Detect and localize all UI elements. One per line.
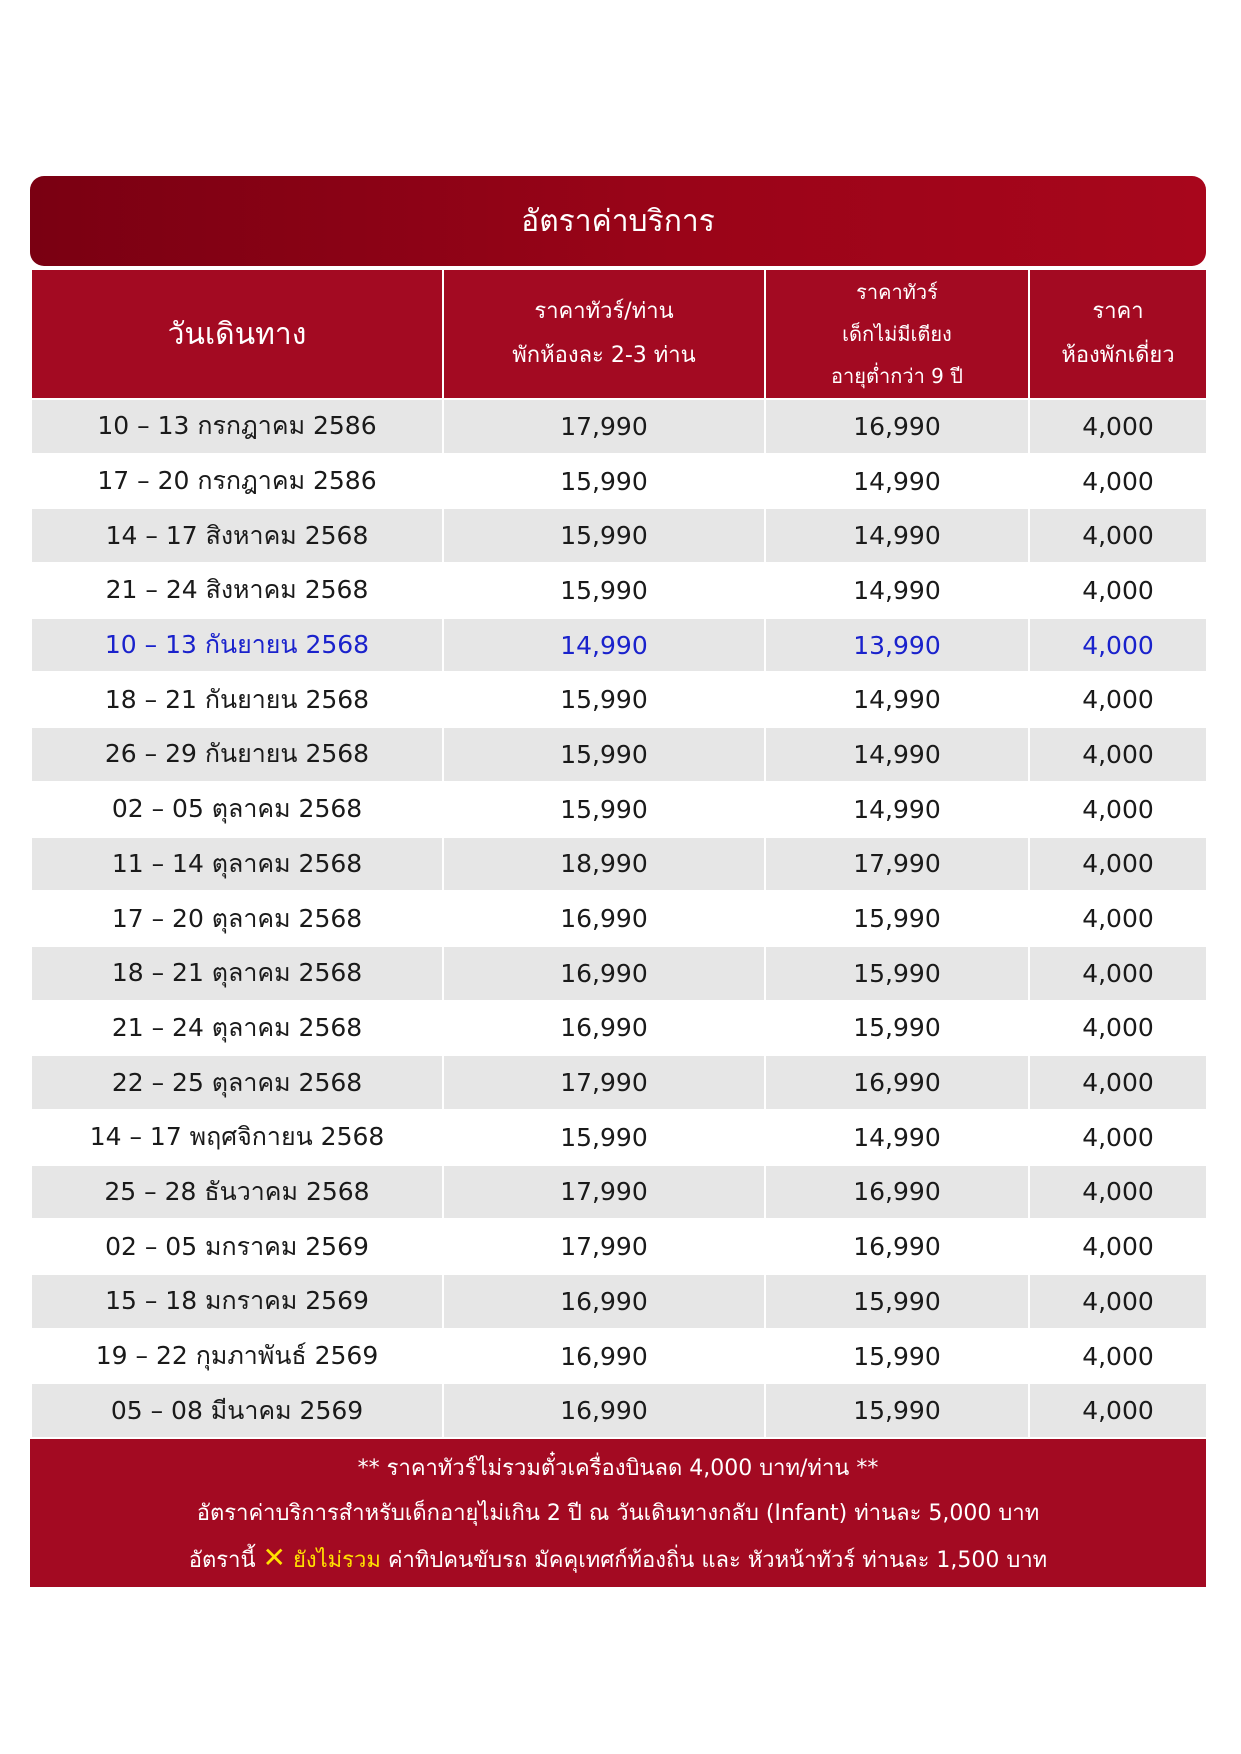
note-tips xyxy=(189,1541,1047,1577)
header-row xyxy=(31,269,1207,399)
cell-child: 17,990 xyxy=(765,837,1029,892)
cell-date: 14 – 17 พฤศจิกายน 2568 xyxy=(31,1110,443,1165)
cell-child: 15,990 xyxy=(765,891,1029,946)
table-row xyxy=(31,946,1207,1001)
cell-adult: 15,990 xyxy=(443,672,765,727)
header-adult-line1: ราคาทัวร์/ท่าน xyxy=(534,299,674,324)
cell-adult: 14,990 xyxy=(443,618,765,673)
note-infant: อัตราค่าบริการสำหรับเด็กอายุไม่เกิน 2 ปี ณ วันเดินทางกลับ (Infant) ท่านละ 5,000 บาท xyxy=(196,1501,1040,1527)
table-row xyxy=(31,1165,1207,1220)
cell-date: 18 – 21 กันยายน 2568 xyxy=(31,672,443,727)
x-mark-icon: ✕ xyxy=(262,1540,286,1574)
table-row xyxy=(31,563,1207,618)
table-row xyxy=(31,1383,1207,1438)
cell-date: 11 – 14 ตุลาคม 2568 xyxy=(31,837,443,892)
cell-adult: 15,990 xyxy=(443,508,765,563)
cell-date: 02 – 05 มกราคม 2569 xyxy=(31,1219,443,1274)
cell-single: 4,000 xyxy=(1029,727,1207,782)
cell-single: 4,000 xyxy=(1029,891,1207,946)
header-child-line3: อายุต่ำกว่า 9 ปี xyxy=(831,364,963,388)
cell-child: 14,990 xyxy=(765,563,1029,618)
cell-single: 4,000 xyxy=(1029,1165,1207,1220)
cell-child: 14,990 xyxy=(765,508,1029,563)
table-row xyxy=(31,1219,1207,1274)
cell-adult: 15,990 xyxy=(443,727,765,782)
table-row xyxy=(31,837,1207,892)
cell-date: 19 – 22 กุมภาพันธ์ 2569 xyxy=(31,1329,443,1384)
table-row xyxy=(31,1274,1207,1329)
cell-adult: 16,990 xyxy=(443,891,765,946)
cell-single: 4,000 xyxy=(1029,1329,1207,1384)
table-row xyxy=(31,1055,1207,1110)
table-row xyxy=(31,727,1207,782)
cell-child: 16,990 xyxy=(765,399,1029,454)
cell-adult: 16,990 xyxy=(443,1274,765,1329)
cell-adult: 18,990 xyxy=(443,837,765,892)
cell-date: 10 – 13 กรกฎาคม 2586 xyxy=(31,399,443,454)
cell-adult: 15,990 xyxy=(443,782,765,837)
cell-date: 21 – 24 ตุลาคม 2568 xyxy=(31,1001,443,1056)
cell-date: 10 – 13 กันยายน 2568 xyxy=(31,618,443,673)
header-child-price xyxy=(765,269,1029,399)
cell-child: 16,990 xyxy=(765,1055,1029,1110)
cell-child: 14,990 xyxy=(765,1110,1029,1165)
table-row xyxy=(31,1001,1207,1056)
cell-child: 13,990 xyxy=(765,618,1029,673)
cell-adult: 15,990 xyxy=(443,1110,765,1165)
table-row xyxy=(31,672,1207,727)
cell-single: 4,000 xyxy=(1029,399,1207,454)
cell-date: 21 – 24 สิงหาคม 2568 xyxy=(31,563,443,618)
cell-single: 4,000 xyxy=(1029,782,1207,837)
cell-single: 4,000 xyxy=(1029,1383,1207,1438)
cell-single: 4,000 xyxy=(1029,618,1207,673)
cell-child: 15,990 xyxy=(765,1383,1029,1438)
cell-child: 14,990 xyxy=(765,672,1029,727)
table-row xyxy=(31,454,1207,509)
cell-single: 4,000 xyxy=(1029,1055,1207,1110)
cell-date: 25 – 28 ธันวาคม 2568 xyxy=(31,1165,443,1220)
cell-single: 4,000 xyxy=(1029,563,1207,618)
cell-child: 15,990 xyxy=(765,946,1029,1001)
cell-date: 18 – 21 ตุลาคม 2568 xyxy=(31,946,443,1001)
cell-adult: 16,990 xyxy=(443,1383,765,1438)
price-table xyxy=(30,268,1208,1439)
cell-adult: 17,990 xyxy=(443,1165,765,1220)
cell-child: 14,990 xyxy=(765,454,1029,509)
cell-child: 15,990 xyxy=(765,1001,1029,1056)
note-tips-suffix: ค่าทิปคนขับรถ มัคคุเทศก์ท้องถิ่น และ หัวหน้าทัวร์ ท่านละ 1,500 บาท xyxy=(387,1547,1048,1573)
header-single-room xyxy=(1029,269,1207,399)
cell-single: 4,000 xyxy=(1029,454,1207,509)
cell-child: 14,990 xyxy=(765,727,1029,782)
header-date: วันเดินทาง xyxy=(31,269,443,399)
cell-date: 15 – 18 มกราคม 2569 xyxy=(31,1274,443,1329)
price-notes xyxy=(30,1439,1206,1587)
cell-single: 4,000 xyxy=(1029,946,1207,1001)
cell-adult: 16,990 xyxy=(443,946,765,1001)
header-single-line2: ห้องพักเดี่ยว xyxy=(1061,343,1175,368)
header-adult-price xyxy=(443,269,765,399)
table-row-highlighted xyxy=(31,618,1207,673)
cell-date: 17 – 20 ตุลาคม 2568 xyxy=(31,891,443,946)
note-tips-highlight: ยังไม่รวม xyxy=(292,1547,381,1573)
header-child-line2: เด็กไม่มีเตียง xyxy=(842,322,952,346)
cell-child: 14,990 xyxy=(765,782,1029,837)
price-table-section xyxy=(30,176,1206,1587)
cell-adult: 15,990 xyxy=(443,454,765,509)
table-row xyxy=(31,399,1207,454)
cell-child: 15,990 xyxy=(765,1329,1029,1384)
cell-single: 4,000 xyxy=(1029,1219,1207,1274)
cell-date: 02 – 05 ตุลาคม 2568 xyxy=(31,782,443,837)
table-row xyxy=(31,782,1207,837)
header-child-line1: ราคาทัวร์ xyxy=(856,280,938,304)
header-single-line1: ราคา xyxy=(1092,299,1144,324)
note-tips-prefix: อัตรานี้ xyxy=(188,1547,256,1573)
cell-child: 16,990 xyxy=(765,1165,1029,1220)
table-row xyxy=(31,1329,1207,1384)
cell-single: 4,000 xyxy=(1029,1001,1207,1056)
cell-adult: 17,990 xyxy=(443,1055,765,1110)
cell-date: 17 – 20 กรกฎาคม 2586 xyxy=(31,454,443,509)
table-row xyxy=(31,891,1207,946)
cell-single: 4,000 xyxy=(1029,837,1207,892)
cell-child: 16,990 xyxy=(765,1219,1029,1274)
cell-adult: 17,990 xyxy=(443,1219,765,1274)
header-adult-line2: พักห้องละ 2-3 ท่าน xyxy=(512,343,696,368)
title-text: อัตราค่าบริการ xyxy=(521,203,715,239)
note-airfare: ** ราคาทัวร์ไม่รวมตั๋วเครื่องบินลด 4,000 บาท/ท่าน ** xyxy=(357,1455,879,1481)
cell-adult: 16,990 xyxy=(443,1001,765,1056)
cell-adult: 16,990 xyxy=(443,1329,765,1384)
cell-single: 4,000 xyxy=(1029,1274,1207,1329)
cell-single: 4,000 xyxy=(1029,1110,1207,1165)
cell-single: 4,000 xyxy=(1029,672,1207,727)
cell-single: 4,000 xyxy=(1029,508,1207,563)
table-row xyxy=(31,508,1207,563)
price-table-title xyxy=(30,176,1206,266)
cell-adult: 17,990 xyxy=(443,399,765,454)
cell-date: 05 – 08 มีนาคม 2569 xyxy=(31,1383,443,1438)
cell-date: 14 – 17 สิงหาคม 2568 xyxy=(31,508,443,563)
table-row xyxy=(31,1110,1207,1165)
cell-date: 26 – 29 กันยายน 2568 xyxy=(31,727,443,782)
cell-date: 22 – 25 ตุลาคม 2568 xyxy=(31,1055,443,1110)
cell-child: 15,990 xyxy=(765,1274,1029,1329)
cell-adult: 15,990 xyxy=(443,563,765,618)
